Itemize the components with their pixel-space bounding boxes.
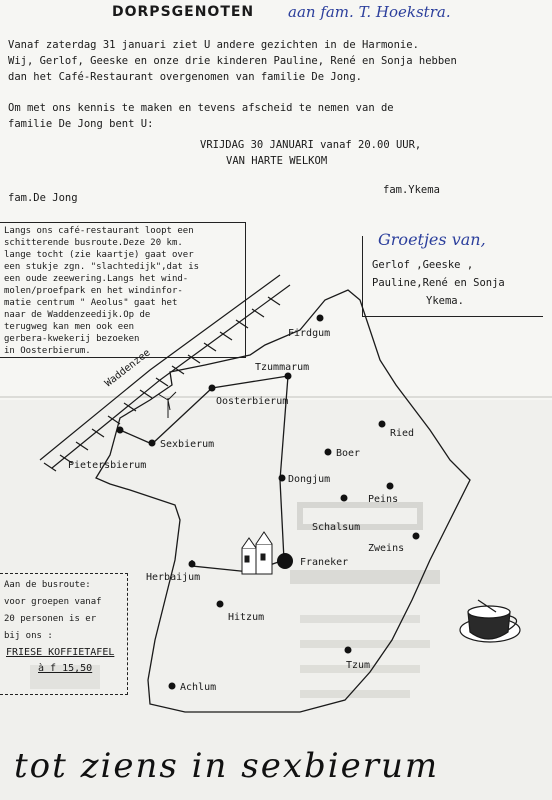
- page-title: DORPSGENOTEN: [112, 4, 255, 20]
- marker-schalsum: [341, 495, 348, 502]
- label-dongjum: Dongjum: [288, 474, 331, 485]
- handwritten-dedication: aan fam. T. Hoekstra.: [288, 3, 451, 21]
- marker-oosterbierum: [209, 385, 216, 392]
- route-line: Langs ons café-restaurant loopt een: [4, 226, 194, 236]
- label-schalsum: Schalsum: [312, 522, 361, 533]
- intro-line-1: Vanaf zaterdag 31 januari ziet U andere gezichten in de Harmonie.: [8, 39, 419, 51]
- region-border: [96, 290, 470, 712]
- intro-line-3: dan het Café-Restaurant overgenomen van familie De Jong.: [8, 71, 363, 83]
- marker-dongjum: [279, 475, 286, 482]
- label-achlum: Achlum: [180, 682, 217, 693]
- greeting-names-1: Gerlof ,Geeske ,: [372, 259, 474, 271]
- intro-line-2: Wij, Gerlof, Geeske en onze drie kinderen Pauline, René en Sonja hebben: [8, 55, 457, 67]
- label-herbaijum: Herbaijum: [146, 572, 201, 583]
- marker-achlum: [169, 683, 176, 690]
- marker-franeker: [277, 553, 293, 569]
- windmill-icon: [158, 392, 176, 418]
- marker-herbaijum: [189, 561, 196, 568]
- signature-right: fam.Ykema: [383, 184, 440, 196]
- label-firdgum: Firdgum: [288, 328, 331, 339]
- promo-line-1: Aan de busroute:: [4, 580, 91, 590]
- route-line: terugweg kan men ook een: [4, 322, 135, 332]
- handwritten-greeting: Groetjes van,: [378, 230, 486, 249]
- franeker-buildings-icon: [242, 532, 272, 574]
- marker-boer: [325, 449, 332, 456]
- label-zweins: Zweins: [368, 543, 405, 554]
- marker-tzum: [345, 647, 352, 654]
- marker-ried: [379, 421, 386, 428]
- label-tzummarum: Tzummarum: [255, 362, 310, 373]
- greeting-names-3: Ykema.: [426, 295, 464, 307]
- route-line: naar de Waddenzeedijk.Op de: [4, 310, 151, 320]
- label-pietersbierum: Pietersbierum: [68, 460, 147, 471]
- marker-hitzum: [217, 601, 224, 608]
- footer-slogan: tot ziens in sexbierum: [14, 746, 440, 786]
- marker-firdgum: [317, 315, 324, 322]
- promo-line-4: bij ons :: [4, 631, 53, 641]
- route-line: gerbera-kwekerij bezoeken: [4, 334, 140, 344]
- route-line: schitterende busroute.Deze 20 km.: [4, 238, 183, 248]
- greeting-names-2: Pauline,René en Sonja: [372, 277, 505, 289]
- signature-left: fam.De Jong: [8, 192, 78, 204]
- invitation-welcome: VAN HARTE WELKOM: [226, 155, 328, 167]
- label-oosterbierum: Oosterbierum: [216, 396, 289, 407]
- sea-label: Waddenzee: [103, 347, 153, 390]
- marker-zweins: [413, 533, 420, 540]
- label-sexbierum: Sexbierum: [160, 439, 215, 450]
- promo-price: à f 15,50: [38, 663, 93, 674]
- label-tzum: Tzum: [346, 660, 371, 671]
- promo-line-3: 20 personen is er: [4, 614, 97, 624]
- marker-pietersbierum: [117, 427, 124, 434]
- intro-line-5: familie De Jong bent U:: [8, 118, 154, 130]
- label-hitzum: Hitzum: [228, 612, 265, 623]
- route-line: lange tocht (zie kaartje) gaat over: [4, 250, 194, 260]
- intro-line-4: Om met ons kennis te maken en tevens afscheid te nemen van de: [8, 102, 394, 114]
- route-line: een stukje zgn. "slachtedijk",dat is: [4, 262, 200, 272]
- marker-tzummarum: [285, 373, 292, 380]
- promo-koffietafel: FRIESE KOFFIETAFEL: [6, 647, 115, 658]
- marker-peins: [387, 483, 394, 490]
- route-line: een oude zeewering.Langs het wind-: [4, 274, 189, 284]
- marker-sexbierum: [149, 440, 156, 447]
- route-line: molen/proefpark en het windinfor-: [4, 286, 183, 296]
- label-peins: Peins: [368, 494, 399, 505]
- promo-line-2: voor groepen vanaf: [4, 597, 102, 607]
- route-line: in Oosterbierum.: [4, 346, 91, 356]
- label-franeker: Franeker: [300, 557, 349, 568]
- label-boer: Boer: [336, 448, 361, 459]
- route-line: matie centrum " Aeolus" gaat het: [4, 298, 178, 308]
- invitation-datetime: VRIJDAG 30 JANUARI vanaf 20.00 UUR,: [200, 139, 422, 151]
- label-ried: Ried: [390, 428, 415, 439]
- coffee-cup-icon: [460, 600, 520, 642]
